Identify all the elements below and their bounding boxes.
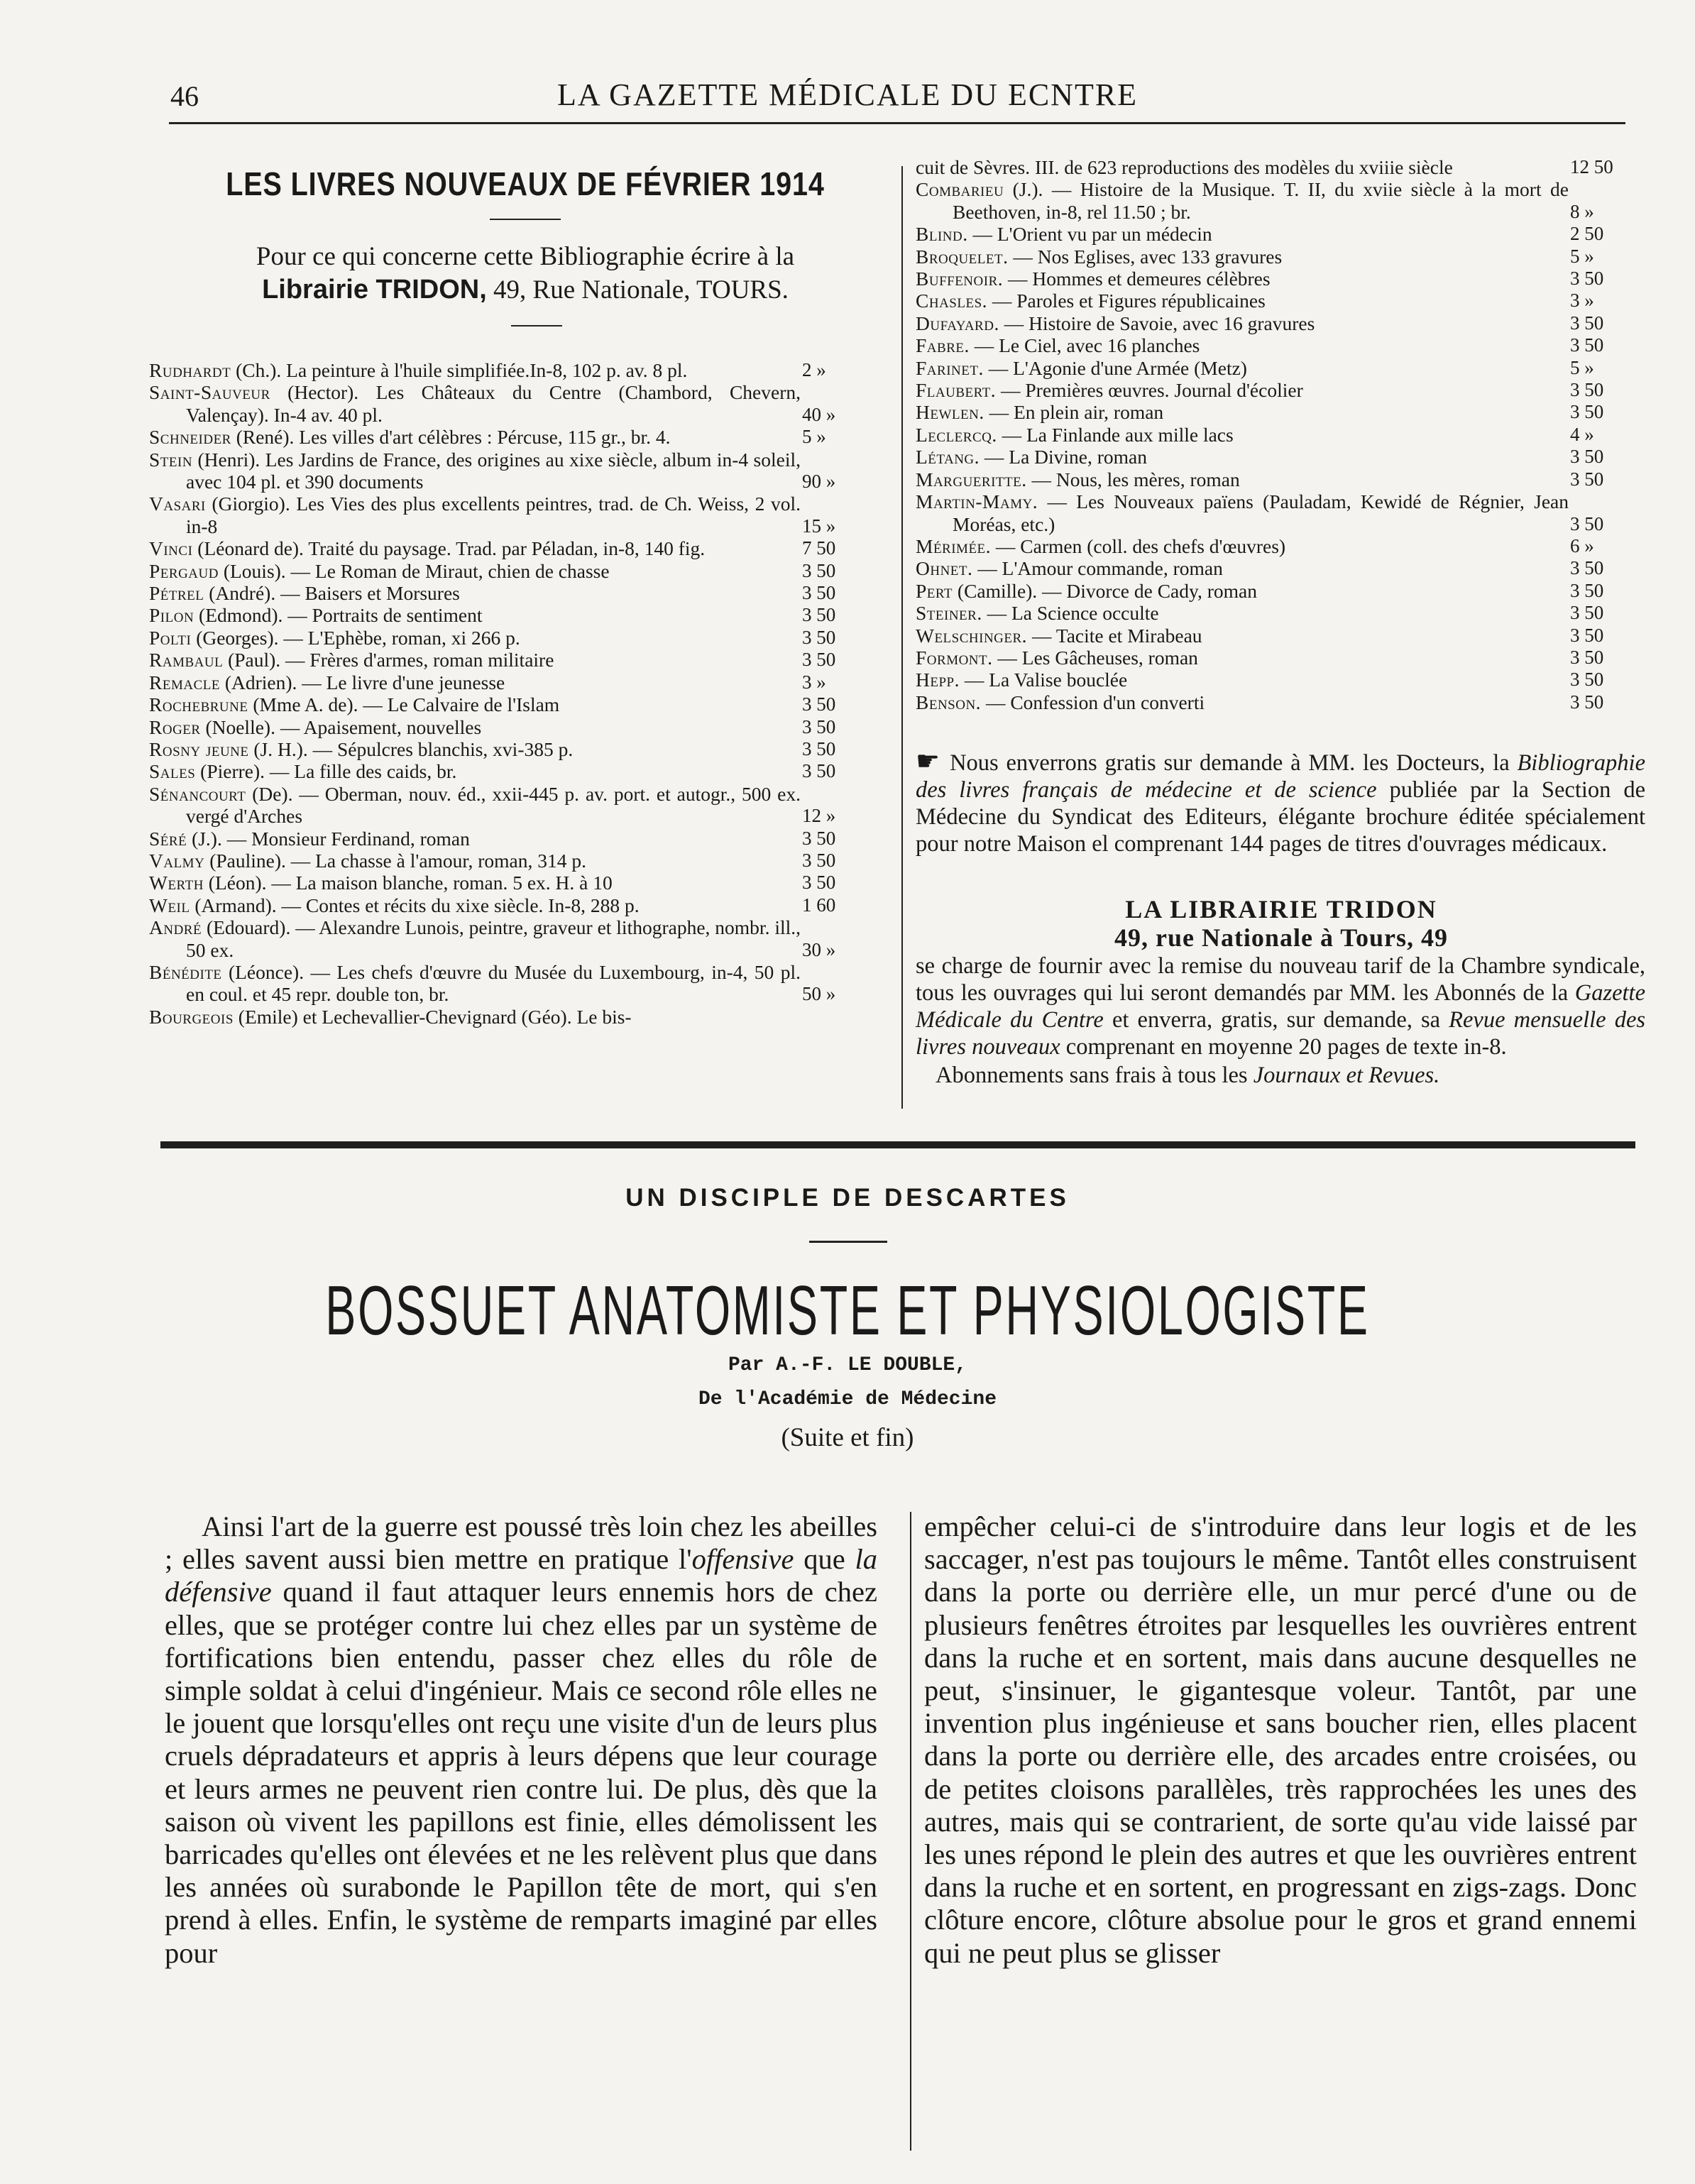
book-entry [916, 490, 1648, 535]
book-description: (Ch.). La peinture à l'huile simplifiée.In-8, 102 p. av. 8 pl. [231, 359, 688, 381]
book-price: 3 50 [1570, 602, 1604, 624]
book-entry-text [149, 961, 801, 1006]
book-author: Blind. [916, 223, 968, 246]
book-entry [149, 693, 880, 715]
book-author: Pétrel [149, 582, 204, 605]
book-description: (René). Les villes d'art célèbres : Pércuse, 115 gr., br. 4. [231, 426, 671, 449]
book-entry-text [916, 246, 1569, 268]
article-column-right: empêcher celui-ci de s'introduire dans leur logis et de les saccager, n'est pas toujours le même. Tantôt elles construisent dans la porte ou derrière elle, un mur percé d'une ou de plusieurs fenêtres étroites par lesquelles les ouvrières entrent dans la ruche et en sortent, mais dans aucune desquelles ne peut, s'insinuer, le gigantesque voleur. Tantôt, par une invention plus ingénieuse et sans boucher rien, elles placent dans la porte ou derrière elle, des arcades entre croisées, ou de petites cloisons parallèles, très rapprochées les unes des autres, mais qui se contrarient, de sorte qu'au vide laissé par les unes répond le plein des autres et que les ouvrières entrent dans la ruche et en sortent, en progressant en zigs-zags. Donc clôture encore, clôture absolue pour le gros et grand ennemi qui ne peut plus se glisser [924, 1510, 1637, 1969]
book-description: — En plein air, roman [984, 401, 1164, 424]
book-price: 12 » [802, 805, 836, 827]
tridon-italic: Gazette Médicale du Centre [916, 980, 1645, 1033]
tridon-text-part: et enverra, gratis, sur demande, sa [1103, 1007, 1449, 1033]
book-entry [149, 426, 880, 448]
book-entry-text [149, 828, 801, 850]
book-author: Pilon [149, 604, 194, 627]
book-price: 3 50 [1570, 401, 1604, 423]
book-price: 7 50 [802, 537, 836, 559]
book-price: 4 » [1570, 423, 1594, 445]
book-author: Combarieu [916, 178, 1004, 201]
book-description: — Les Nouveaux païens (Pauladam, Kewidé de Régnier, Jean Moréas, etc.) [953, 490, 1569, 535]
book-entry [149, 493, 880, 537]
article-column-left [165, 1510, 877, 1970]
books-intro-line: Pour ce qui concerne cette Bibliographie écrire à la [256, 242, 795, 271]
book-entry-text [149, 537, 801, 559]
book-entry-text [149, 604, 801, 626]
article-column-divider [910, 1512, 911, 2151]
book-entry-text [916, 691, 1569, 713]
book-entry [916, 625, 1648, 647]
book-entry-text [149, 493, 801, 537]
article-title: BOSSUET ANATOMISTE ET PHYSIOLOGISTE [325, 1271, 1370, 1349]
article-byline: Par A.-F. LE DOUBLE, [728, 1354, 967, 1376]
continuation-note: (Suite et fin) [781, 1423, 914, 1452]
book-price: 3 50 [802, 582, 836, 604]
book-entry-text [149, 449, 801, 493]
author-affiliation: De l'Académie de Médecine [698, 1388, 997, 1410]
book-entry [149, 560, 880, 582]
book-author: Flaubert. [916, 379, 997, 402]
bookshop-name: Librairie TRIDON, [262, 275, 487, 304]
book-entry-text [916, 424, 1569, 446]
book-price: 3 50 [802, 872, 836, 894]
book-author: Pert [916, 579, 953, 602]
book-entry [916, 379, 1648, 401]
column-divider [901, 166, 903, 1109]
book-entry [916, 178, 1648, 223]
book-entry-text [149, 671, 801, 693]
book-author: Margueritte. [916, 468, 1027, 490]
book-author: Valmy [149, 849, 205, 872]
book-entry [149, 716, 880, 738]
book-description: — Paroles et Figures républicaines [987, 290, 1266, 312]
book-price: 3 » [802, 671, 826, 693]
book-description: — Premières œuvres. Journal d'écolier [996, 379, 1303, 402]
book-author: Dufayard. [916, 312, 999, 334]
book-description: — L'Amour commande, roman [972, 557, 1223, 580]
book-author: Farinet. [916, 356, 984, 379]
book-author: Vinci [149, 537, 193, 560]
book-entry-text [149, 627, 801, 649]
book-entry [916, 401, 1648, 423]
book-price: 3 50 [802, 737, 836, 759]
article-text: que [794, 1543, 855, 1576]
book-entry [149, 537, 880, 559]
book-price: 3 50 [802, 715, 836, 737]
book-price: 6 » [1570, 534, 1594, 556]
book-entry [916, 246, 1648, 268]
book-author: Stein [149, 448, 193, 471]
book-entry [149, 359, 880, 381]
book-author: Hepp. [916, 669, 960, 691]
book-entry [916, 669, 1648, 691]
book-price: 8 » [1570, 200, 1594, 222]
book-author: Pergaud [149, 559, 219, 582]
book-author: Bénédite [149, 960, 222, 983]
book-price: 3 50 [802, 693, 836, 715]
book-entry [149, 961, 880, 1006]
book-author: Broquelet. [916, 245, 1009, 268]
book-entry-text [149, 872, 801, 894]
book-entry-text [149, 560, 801, 582]
book-entry [149, 850, 880, 872]
book-description: (Hector). Les Châteaux du Centre (Chambord, Chevern, Valençay). In-4 av. 40 pl. [186, 381, 801, 426]
subscriptions-italic: Journaux et Revues. [1253, 1063, 1440, 1088]
book-entry-text [916, 647, 1569, 669]
book-description: — L'Orient vu par un médecin [967, 223, 1212, 246]
book-description: (Giorgio). Les Vies des plus excellents peintres, trad. de Ch. Weiss, 2 vol. in-8 [186, 493, 801, 537]
book-author: Fabre. [916, 334, 970, 357]
bookshop-address: 49, Rue Nationale, TOURS. [486, 275, 789, 304]
book-price: 3 50 [802, 649, 836, 671]
book-author: Roger [149, 715, 201, 738]
book-description: (Edouard). — Alexandre Lunois, peintre, graveur et lithographe, nombr. ill., 50 ex. [186, 916, 801, 961]
book-price: 3 50 [802, 604, 836, 626]
book-entry-text [916, 446, 1569, 468]
book-author: Rosny jeune [149, 737, 249, 760]
book-description: — Tacite et Mirabeau [1027, 624, 1202, 647]
book-price: 3 50 [1570, 691, 1604, 713]
book-entry [916, 268, 1648, 290]
book-description: — Nos Eglises, avec 133 gravures [1008, 245, 1283, 268]
book-description: (Léonce). — Les chefs d'œuvre du Musée du Luxembourg, in-4, 50 pl. en coul. et 45 repr. double ton, br. [186, 960, 801, 1006]
book-author: Sales [149, 760, 196, 783]
book-entry-text [916, 401, 1569, 423]
article-kicker: UN DISCIPLE DE DESCARTES [625, 1184, 1070, 1212]
book-author: Leclercq. [916, 423, 997, 446]
book-author: Buffenoir. [916, 268, 1004, 290]
book-description: (Edmond). — Portraits de sentiment [194, 604, 483, 627]
book-price: 3 50 [802, 849, 836, 871]
book-entry [149, 916, 880, 961]
book-author: Saint-Sauveur [149, 381, 270, 404]
book-entry-text [149, 426, 801, 448]
tridon-text-part: comprenant en moyenne 20 pages de texte in-8. [1060, 1034, 1507, 1060]
book-entry [149, 381, 880, 426]
book-entry-text [916, 290, 1569, 312]
book-price: 1 60 [802, 894, 836, 916]
book-entry [149, 894, 880, 916]
notice-text: Nous enverrons gratis sur demande à MM. les Docteurs, la [950, 750, 1518, 776]
notice-italic-title: Bibliographie des livres français de médecine et de science [916, 750, 1645, 803]
book-author: Benson. [916, 691, 982, 713]
book-description: (André). — Baisers et Morsures [204, 582, 460, 605]
book-author: Séré [149, 827, 187, 850]
book-entry-text [149, 783, 801, 828]
book-description: — Carmen (coll. des chefs d'œuvres) [991, 534, 1286, 557]
book-entry-text [916, 580, 1569, 602]
book-price: 3 50 [802, 626, 836, 648]
page-number: 46 [170, 80, 199, 112]
header-rule [169, 122, 1625, 124]
book-description: (Pierre). — La fille des caids, br. [195, 760, 457, 783]
book-price: 3 50 [1570, 334, 1604, 356]
book-entry [916, 156, 1648, 178]
book-author: Martin-Mamy. [916, 490, 1038, 513]
book-description: (Paul). — Frères d'armes, roman militaire [223, 649, 554, 671]
section-divider [160, 1141, 1635, 1148]
book-description: (Georges). — L'Ephèbe, roman, xi 266 p. [191, 626, 520, 649]
book-entry [149, 872, 880, 894]
book-entry-text [916, 625, 1569, 647]
book-price: 3 50 [1570, 268, 1604, 290]
book-description: (J. H.). — Sépulcres blanchis, xvi-385 p. [248, 737, 574, 760]
book-price: 3 » [1570, 290, 1594, 312]
book-description: — L'Agonie d'une Armée (Metz) [983, 356, 1247, 379]
book-description: — La Valise bouclée [959, 669, 1128, 691]
tridon-title: LA LIBRAIRIE TRIDON [1125, 895, 1437, 923]
book-entry-text [916, 490, 1569, 535]
book-author: Mérimée. [916, 534, 992, 557]
book-description: (Mme A. de). — Le Calvaire de l'Islam [248, 693, 560, 716]
book-description: — Histoire de Savoie, avec 16 gravures [999, 312, 1315, 334]
book-author: Steiner. [916, 602, 982, 625]
book-entry-text [149, 916, 801, 961]
book-author: Polti [149, 626, 192, 649]
book-author: Remacle [149, 671, 220, 693]
book-entry [916, 290, 1648, 312]
book-description: (J.). — Histoire de la Musique. T. II, du xviie siècle à la mort de Beethoven, in-8, rel 11.50 ; br. [953, 178, 1569, 223]
book-description: (De). — Oberman, nouv. éd., xxii-445 p. av. port. et autogr., 500 ex. vergé d'Arches [186, 782, 801, 828]
book-price: 5 » [1570, 356, 1594, 378]
book-entry [149, 671, 880, 693]
book-entry-text [149, 738, 801, 760]
book-description: (Léon). — La maison blanche, roman. 5 ex. H. à 10 [203, 872, 613, 894]
book-description: — Les Gâcheuses, roman [992, 646, 1198, 669]
book-entry [149, 738, 880, 760]
subscriptions-text: Abonnements sans frais à tous les [936, 1063, 1254, 1088]
book-entry-text [916, 557, 1569, 579]
book-entry [149, 449, 880, 493]
book-list-right [916, 156, 1648, 713]
pointing-hand-icon: ☛ [916, 747, 940, 777]
book-entry [916, 691, 1648, 713]
book-entry [916, 647, 1648, 669]
book-entry [149, 760, 880, 782]
book-description: (J.). — Monsieur Ferdinand, roman [187, 827, 470, 850]
journal-title: LA GAZETTE MÉDICALE DU ECNTRE [556, 77, 1139, 112]
book-description: cuit de Sèvres. III. de 623 reproductions des modèles du xviiie siècle [916, 156, 1453, 178]
book-author: André [149, 916, 202, 939]
book-description: — La Science occulte [982, 602, 1159, 625]
book-price: 3 50 [802, 559, 836, 581]
book-price: 3 50 [1570, 669, 1604, 691]
book-author: Schneider [149, 426, 231, 449]
book-entry-text [149, 693, 801, 715]
book-price: 3 50 [1570, 512, 1604, 534]
book-entry [916, 446, 1648, 468]
book-description: — Confession d'un converti [981, 691, 1205, 713]
intro-divider [511, 325, 562, 326]
book-description: (Adrien). — Le livre d'une jeunesse [219, 671, 505, 693]
book-author: Chasles. [916, 290, 988, 312]
book-entry [149, 649, 880, 671]
book-price: 90 » [802, 471, 836, 493]
book-price: 3 50 [1570, 557, 1604, 579]
book-entry [149, 1006, 880, 1028]
book-price: 2 » [802, 359, 826, 380]
book-entry-text [149, 1006, 801, 1028]
book-entry [916, 535, 1648, 557]
book-description: (Louis). — Le Roman de Miraut, chien de chasse [218, 559, 610, 582]
book-author: Ohnet. [916, 557, 973, 580]
book-entry-text [916, 334, 1569, 356]
book-entry-text [916, 178, 1569, 223]
book-price: 3 50 [802, 827, 836, 849]
book-entry [916, 357, 1648, 379]
book-author: Hewlen. [916, 401, 984, 424]
book-description: — Hommes et demeures célèbres [1003, 268, 1271, 290]
tridon-address: 49, rue Nationale à Tours, 49 [1114, 923, 1449, 952]
book-entry-text [916, 468, 1569, 490]
book-price: 2 50 [1570, 223, 1604, 245]
book-price: 15 » [802, 515, 836, 537]
book-price: 3 50 [1570, 624, 1604, 646]
book-author: Rochebrune [149, 693, 248, 716]
book-price: 5 » [1570, 245, 1594, 267]
article-text: quand il faut attaquer leurs ennemis hors de chez elles, que se protéger contre lui chez elles par un système de fortifications bien entendu, passer chez elles du rôle de simple soldat à celui d'ingénieur. Mais ce second rôle elles ne le jouent que lorsqu'elles ont reçu une visite d'un de leurs plus cruels dépradateurs et appris à leurs dépens que leur courage et leurs armes ne peuvent rien contre lui. De plus, dès que la saison où vivent les papillons est finie, elles démolissent les barricades qu'elles ont élevées et ne les relèvent plus que dans les années où surabonde le Papillon tête de mort, qui s'en prend à elles. Enfin, le système de remparts imaginé par elles pour [165, 1576, 877, 1969]
book-description: — Nous, les mères, roman [1026, 468, 1240, 490]
book-author: Welschinger. [916, 624, 1028, 647]
books-section-title: LES LIVRES NOUVEAUX DE FÉVRIER 1914 [226, 165, 825, 202]
book-entry [149, 582, 880, 604]
book-entry-text [916, 268, 1569, 290]
book-entry-text [916, 669, 1569, 691]
book-entry-text [149, 381, 801, 426]
book-entry [916, 557, 1648, 579]
book-entry [149, 627, 880, 649]
book-entry [916, 468, 1648, 490]
book-author: Bourgeois [149, 1005, 234, 1028]
book-entry-text [149, 649, 801, 671]
article-italic: offensive [691, 1543, 794, 1576]
book-author: Formont. [916, 646, 993, 669]
book-entry [916, 580, 1648, 602]
bibliography-notice [916, 748, 1645, 857]
book-entry-text [149, 894, 801, 916]
book-description: — La Divine, roman [980, 446, 1148, 468]
book-entry [916, 424, 1648, 446]
book-description: (Pauline). — La chasse à l'amour, roman, 314 p. [204, 849, 586, 872]
book-description: — La Finlande aux mille lacs [997, 423, 1234, 446]
book-price: 12 50 [1570, 156, 1613, 177]
book-description: (Armand). — Contes et récits du xixe siècle. In-8, 288 p. [190, 894, 640, 916]
book-description: (Léonard de). Traité du paysage. Trad. par Péladan, in-8, 140 fig. [192, 537, 706, 560]
book-entry [916, 602, 1648, 624]
book-description: (Emile) et Lechevallier-Chevignard (Géo). Le bis- [233, 1005, 632, 1028]
subscriptions-line [916, 1062, 1645, 1089]
book-description: (Noelle). — Apaisement, nouvelles [200, 715, 482, 738]
book-price: 3 50 [1570, 646, 1604, 668]
book-description: (Camille). — Divorce de Cady, roman [953, 579, 1257, 602]
book-entry-text [916, 223, 1569, 245]
notice-text-end: publiée par la Section de Médecine du Syndicat des Editeurs, élégante brochure éditée spécialement pour notre Maison el comprenant 144 pages de titres d'ouvrages médicaux. [916, 777, 1645, 857]
book-entry-text [149, 760, 801, 782]
book-price: 50 » [802, 983, 836, 1005]
book-entry-text [916, 602, 1569, 624]
book-entry-text [149, 716, 801, 738]
article-text: Ainsi l'art de la guerre est poussé très loin chez les abeilles ; elles savent aussi bien mettre en pratique l' [165, 1510, 877, 1576]
title-divider [490, 219, 561, 220]
book-author: Sénancourt [149, 782, 246, 805]
book-author: Rudhardt [149, 359, 231, 381]
book-price: 40 » [802, 403, 836, 425]
book-author: Létang. [916, 446, 980, 468]
book-entry-text [149, 850, 801, 872]
book-entry [916, 334, 1648, 356]
book-entry-text [916, 312, 1569, 334]
book-author: Weil [149, 894, 190, 916]
book-price: 3 50 [1570, 579, 1604, 601]
book-entry-text [149, 359, 801, 381]
book-entry [916, 223, 1648, 245]
tridon-text [916, 953, 1645, 1089]
book-price: 3 50 [1570, 468, 1604, 490]
book-description: (Henri). Les Jardins de France, des origines au xixe siècle, album in-4 soleil, avec 104 pl. et 390 documents [186, 448, 801, 493]
kicker-divider [809, 1241, 887, 1243]
book-author: Vasari [149, 493, 206, 515]
books-intro-address [142, 275, 909, 305]
book-entry-text [916, 357, 1569, 379]
book-price: 3 50 [802, 760, 836, 782]
tridon-italic: Revue mensuelle des livres nouveaux [916, 1007, 1646, 1060]
book-entry-text [916, 535, 1569, 557]
book-list-left [149, 359, 880, 1028]
book-entry-text [149, 582, 801, 604]
book-entry-text [916, 156, 1569, 178]
book-price: 5 » [802, 426, 826, 448]
book-price: 3 50 [1570, 446, 1604, 468]
book-author: Werth [149, 872, 204, 894]
book-entry [149, 828, 880, 850]
book-price: 30 » [802, 938, 836, 960]
book-price: 3 50 [1570, 312, 1604, 334]
book-entry [149, 604, 880, 626]
book-entry [916, 312, 1648, 334]
article-italic: la défensive [165, 1543, 878, 1608]
book-entry-text [916, 379, 1569, 401]
book-description: — Le Ciel, avec 16 planches [969, 334, 1200, 357]
tridon-text-part: se charge de fournir avec la remise du nouveau tarif de la Chambre syndicale, tous les ouvrages qui lui seront demandés par MM. les Abonnés de la [916, 953, 1645, 1006]
book-author: Rambaul [149, 649, 224, 671]
book-price: 3 50 [1570, 379, 1604, 401]
book-entry [149, 783, 880, 828]
